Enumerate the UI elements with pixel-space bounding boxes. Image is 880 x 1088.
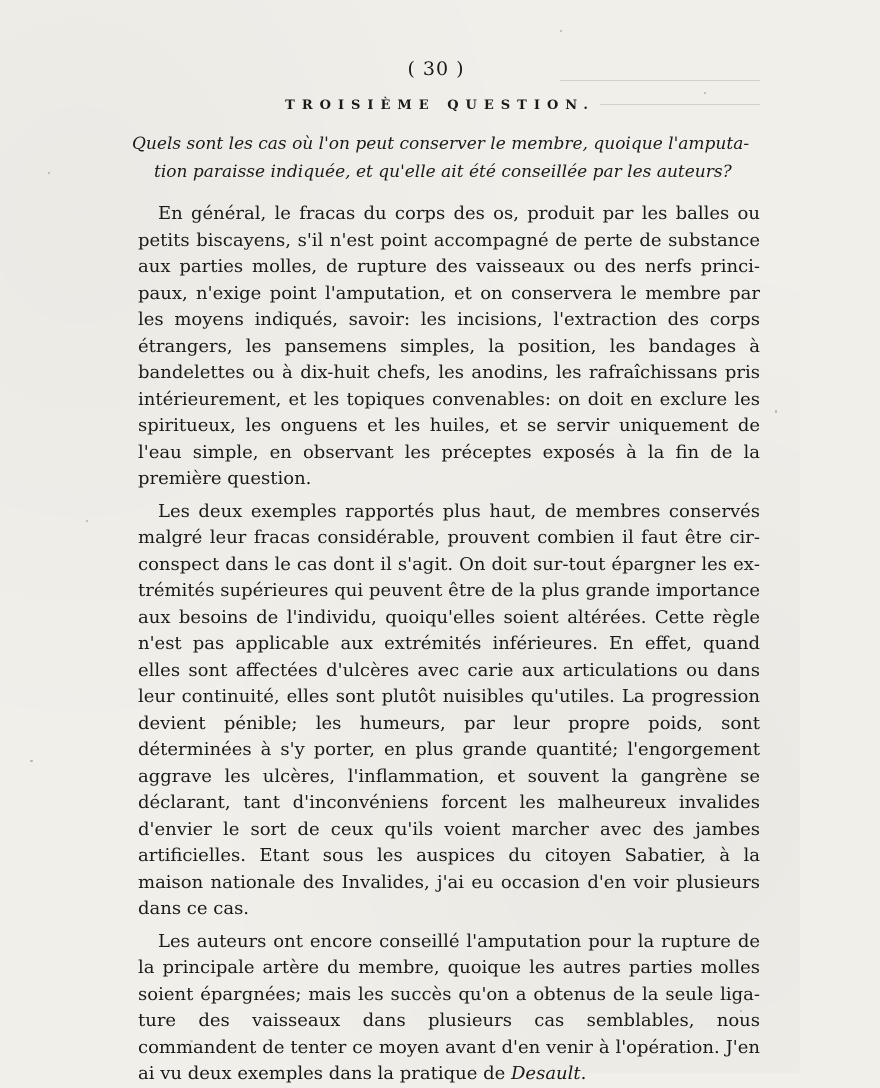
paragraph-1: En général, le fracas du corps des os, produit par les balles ou petits biscayens, s'il n'est point accompagné de perte de substance aux parties molles, de rupture des vaisseaux ou des nerfs principaux, n'exige point l'amputation, et on conservera le membre par les moyens indiqués, savoir: les incisions, l'extraction des corps étrangers, les pansemens simples, la position, les bandages à bandelettes ou à dix-huit chefs, les anodins, les rafraîchissans pris intérieurement, et les topiques convenables: on doit en exclure les spiritueux, les onguens et les huiles, et se servir uniquement de l'eau simple, en observant les préceptes exposés à la fin de la première question.	[138, 203, 760, 489]
paper-speck	[48, 172, 50, 174]
paragraph-3-end: .	[580, 1063, 587, 1084]
paper-speck	[775, 410, 777, 413]
paragraph-3-text: Les auteurs ont encore conseillé l'amputation pour la rupture de la principale artère du membre, quoique les autres parties molles soient épargnées; mais les succès qu'on a obtenus de la seule ligature des vaisseaux dans plusieurs cas semblables, nous commandent de tenter ce moyen avant d'en venir à l'opération. J'en ai vu deux exemples dans la pratique de	[138, 930, 760, 1084]
page-number: ( 30 )	[407, 58, 465, 80]
question-title-line-2: tion paraisse indiquée, et qu'elle ait été conseillée par les auteurs?	[154, 162, 732, 182]
paper-speck	[30, 760, 33, 762]
show-through-line	[560, 80, 760, 81]
paper-speck	[560, 30, 562, 32]
author-name: Desault	[511, 1063, 581, 1084]
paragraph-3	[138, 929, 760, 1088]
question-title-line-1: Quels sont les cas où l'on peut conserver le membre, quoique l'amputa-	[132, 134, 750, 154]
paper-speck	[704, 92, 706, 94]
paper-speck	[86, 520, 88, 522]
body-text	[138, 201, 760, 1088]
paragraph-2: Les deux exemples rapportés plus haut, de membres conservés malgré leur fracas considérable, prouvent combien il faut être circonspect dans le cas dont il s'agit. On doit sur-tout épargner les extrémités supérieures qui peuvent être de la plus grande importance aux besoins de l'individu, quoiqu'elles soient altérées. Cette règle n'est pas applicable aux extrémités inférieures. En effet, quand elles sont affectées d'ulcères avec carie aux articulations ou dans leur continuité, elles sont plutôt nuisibles qu'utiles. La progression devient pénible; les humeurs, par leur propre poids, sont déterminées à s'y porter, en plus grande quantité; l'engorgement aggrave les ulcères, l'inflammation, et souvent la gangrène se déclarant, tant d'inconvéniens forcent les malheureux invalides d'envier le sort de ceux qu'ils voient marcher avec des jambes artificielles. Etant sous les auspices du citoyen Sabatier, à la maison nationale des Invalides, j'ai eu occasion d'en voir plusieurs dans ce cas.	[138, 500, 760, 919]
question-heading: TROISIÈME QUESTION.	[285, 98, 595, 113]
question-title	[132, 130, 754, 186]
